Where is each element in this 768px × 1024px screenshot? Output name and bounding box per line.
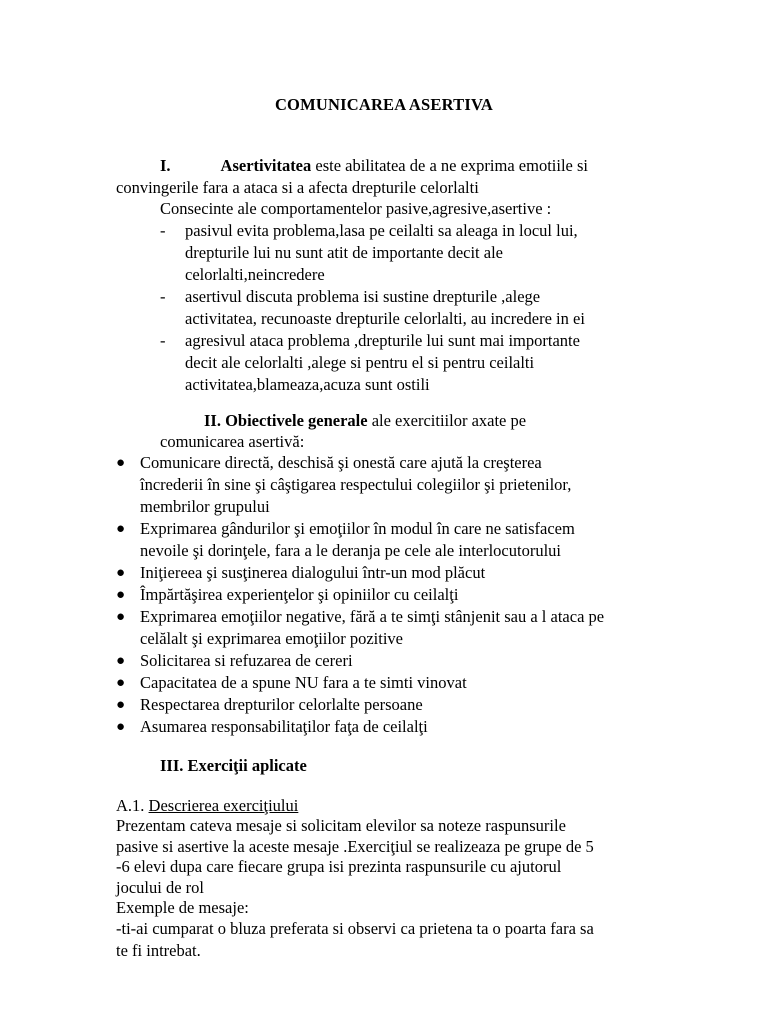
objective-item	[116, 606, 756, 650]
objective-item	[116, 452, 756, 518]
exercise-a1-number: A.1.	[116, 796, 149, 815]
behavior-item-line: asertivul discuta problema isi sustine drepturile ,alege	[185, 287, 541, 306]
exercise-a1-heading	[116, 795, 298, 817]
objective-line: Iniţiereea şi susţinerea dialogului într-un mod plăcut	[140, 563, 486, 582]
objective-line: Comunicare directă, deschisă şi onestă care ajută la creşterea	[140, 453, 542, 472]
behavior-item-line: decit ale celorlalti ,alege si pentru el si pentru ceilalti	[185, 353, 535, 372]
objective-line: Asumarea responsabilitaţilor faţa de ceilalţi	[140, 717, 428, 736]
consequences-intro: Consecinte ale comportamentelor pasive,agresive,asertive :	[160, 199, 552, 218]
bullet-icon: ●	[116, 675, 126, 691]
objective-line: Capacitatea de a spune NU fara a te simti vinovat	[140, 673, 467, 692]
objective-line: nevoile şi dorinţele, fara a le deranja pe cele ale interlocutorului	[140, 541, 562, 560]
example-messages	[116, 918, 594, 962]
section-1-heading-line	[160, 155, 588, 177]
objective-line: Respectarea drepturilor celorlalte persoane	[140, 695, 423, 714]
objective-line: Împărtăşirea experienţelor şi opiniilor cu ceilalţi	[140, 585, 459, 604]
objective-line: Exprimarea emoţiilor negative, fără a te simţi stânjenit sau a l ataca pe	[140, 607, 605, 626]
behavior-item-line: celorlalti,neincredere	[185, 265, 325, 284]
bullet-icon: ●	[116, 653, 126, 669]
section-2-heading-line	[204, 410, 526, 432]
section-3-heading: III. Exerciţii aplicate	[160, 756, 307, 775]
bullet-icon: ●	[116, 565, 126, 581]
bullet-icon: ●	[116, 697, 126, 713]
objective-line: încrederii în sine şi câştigarea respectului colegiilor şi prietenilor,	[140, 475, 572, 494]
example-line: -ti-ai cumparat o bluza preferata si observi ca prietena ta o poarta fara sa	[116, 919, 594, 938]
objective-line: membrilor grupului	[140, 497, 270, 516]
objective-item	[116, 650, 756, 672]
objective-line: Exprimarea gândurilor şi emoţiilor în modul în care ne satisfacem	[140, 519, 575, 538]
section-1-term: Asertivitatea	[220, 156, 312, 175]
bullet-icon: ●	[116, 609, 126, 625]
section-2-heading: II. Obiectivele generale	[204, 411, 368, 430]
objective-item	[116, 562, 756, 584]
section-1-definition-start: este abilitatea de a ne exprima emotiile si	[311, 156, 588, 175]
objective-line: Solicitarea si refuzarea de cereri	[140, 651, 353, 670]
behavior-item-line: drepturile lui nu sunt atit de importante decit ale	[185, 243, 503, 262]
behavior-item-line: pasivul evita problema,lasa pe ceilalti sa aleaga in locul lui,	[185, 221, 578, 240]
dash-marker: -	[160, 331, 166, 350]
dash-marker: -	[160, 287, 166, 306]
objective-item	[116, 584, 756, 606]
description-line: Prezentam cateva mesaje si solicitam elevilor sa noteze raspunsurile	[116, 816, 566, 835]
objectives-list	[116, 452, 756, 738]
objective-item	[116, 716, 756, 738]
section-1-number: I.	[160, 156, 171, 175]
examples-label: Exemple de mesaje:	[116, 898, 249, 917]
document-title: COMUNICAREA ASERTIVA	[274, 95, 494, 114]
behavior-item-line: activitatea,blameaza,acuza sunt ostili	[185, 375, 430, 394]
example-line: te fi intrebat.	[116, 941, 201, 960]
description-line: -6 elevi dupa care fiecare grupa isi prezinta raspunsurile cu ajutorul	[116, 857, 562, 876]
behavior-item-line: activitatea, recunoaste drepturile celorlalti, au incredere in ei	[185, 309, 585, 328]
exercise-description	[116, 815, 594, 897]
exercise-a1-title: Descrierea exerciţiului	[148, 796, 299, 815]
bullet-icon: ●	[116, 521, 126, 537]
objective-item	[116, 518, 756, 562]
objective-line: celălalt şi exprimarea emoţiilor pozitive	[140, 629, 403, 648]
description-line: pasive si asertive la aceste mesaje .Exerciţiul se realizeaza pe grupe de 5	[116, 836, 594, 856]
dash-marker: -	[160, 221, 166, 240]
behavior-item-line: agresivul ataca problema ,drepturile lui sunt mai importante	[185, 331, 580, 350]
section-1-definition-end: convingerile fara a ataca si a afecta drepturile celorlalti	[116, 178, 479, 197]
bullet-icon: ●	[116, 455, 126, 471]
description-line: jocului de rol	[116, 877, 204, 897]
section-2-heading-end: comunicarea asertivă:	[160, 432, 305, 451]
bullet-icon: ●	[116, 719, 126, 735]
section-2-heading-rest: ale exercitiilor axate pe	[367, 411, 527, 430]
objective-item	[116, 694, 756, 716]
objective-item	[116, 672, 756, 694]
bullet-icon: ●	[116, 587, 126, 603]
